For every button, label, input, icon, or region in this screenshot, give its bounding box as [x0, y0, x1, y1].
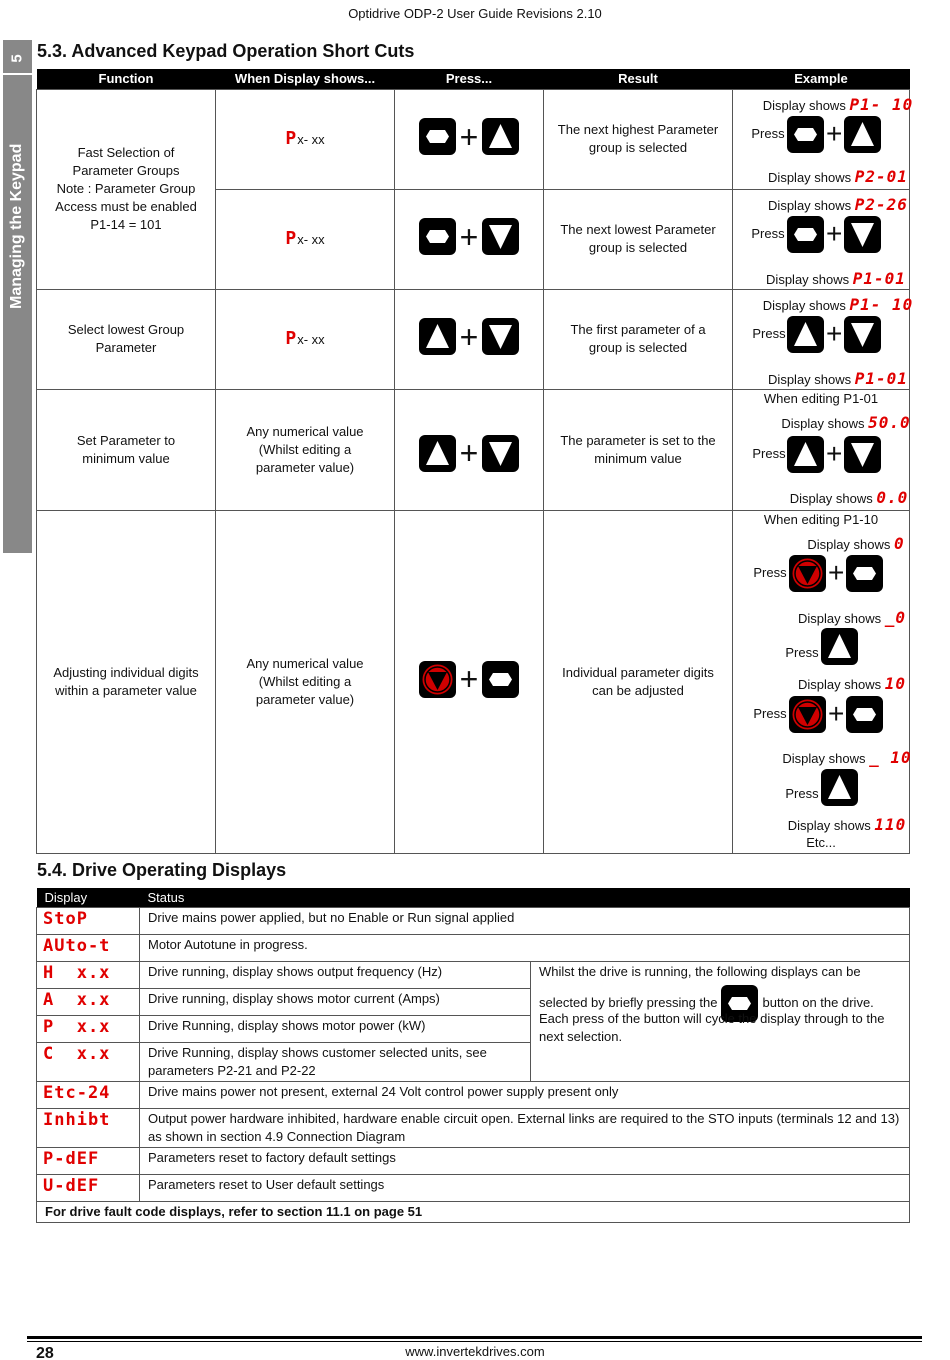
- footer-url: www.invertekdrives.com: [405, 1344, 545, 1359]
- table-row: [37, 89, 910, 189]
- chapter-number: 5: [3, 43, 32, 75]
- function-cell: Fast Selection of Parameter Groups Note : Parameter Group Access must be enabled P1-14 = 101: [37, 89, 216, 289]
- example-cell: Display shows P2-26 Press + Display shows P1-01: [733, 189, 910, 289]
- navigate-key-icon: [419, 218, 456, 255]
- display-cell: Px- xx: [216, 189, 395, 289]
- down-key-icon: [482, 318, 519, 355]
- table-row: Etc-24 Drive mains power not present, external 24 Volt control power supply present only: [37, 1081, 910, 1108]
- press-cell: +: [395, 89, 544, 189]
- up-key-icon: [844, 116, 881, 153]
- navigate-key-icon: [787, 116, 824, 153]
- table-row: [37, 289, 910, 389]
- navigate-key-icon: [846, 555, 883, 592]
- down-key-icon: [844, 436, 881, 473]
- section-title-displays: 5.4. Drive Operating Displays: [37, 860, 287, 880]
- up-key-icon: [419, 318, 456, 355]
- table-row: P-dEF Parameters reset to factory default settings: [37, 1147, 910, 1174]
- footer-rule: [27, 1336, 922, 1339]
- up-key-icon: [821, 628, 858, 665]
- function-cell: Adjusting individual digits within a parameter value: [37, 510, 216, 853]
- press-cell: +: [395, 389, 544, 510]
- stop-key-icon: [789, 555, 826, 592]
- result-cell: Individual parameter digits can be adjusted: [544, 510, 733, 853]
- stop-key-icon: [419, 661, 456, 698]
- table-row: AUto-t Motor Autotune in progress.: [37, 934, 910, 961]
- down-key-icon: [844, 216, 881, 253]
- down-key-icon: [844, 316, 881, 353]
- page-number: 28: [36, 1345, 54, 1360]
- press-cell: +: [395, 510, 544, 853]
- column-header: Status: [140, 888, 910, 907]
- navigate-key-icon: [482, 661, 519, 698]
- table-header-row: [37, 888, 910, 907]
- result-cell: The next lowest Parameter group is selected: [544, 189, 733, 289]
- example-cell: When editing P1-01 Display shows 50.0 Press + Display shows 0.0: [733, 389, 910, 510]
- example-cell: Display shows P1- 10 Press + Display shows P1-01: [733, 289, 910, 389]
- table-row: H x.x Drive running, display shows output frequency (Hz) Whilst the drive is running, the following displays can be selected by briefly pressing the button on the drive. Each press of the button will cycle the display through to the next selection.: [37, 961, 910, 988]
- column-header: Display: [37, 888, 140, 907]
- chapter-label: Managing the Keypad: [8, 143, 25, 309]
- chapter-tab: [3, 40, 32, 553]
- up-key-icon: [482, 118, 519, 155]
- up-key-icon: [787, 436, 824, 473]
- function-cell: Select lowest Group Parameter: [37, 289, 216, 389]
- function-cell: Set Parameter to minimum value: [37, 389, 216, 510]
- display-cell: Px- xx: [216, 289, 395, 389]
- display-cell: Any numerical value (Whilst editing a parameter value): [216, 510, 395, 853]
- table-row: P x.x Drive Running, display shows motor power (kW): [37, 1015, 910, 1042]
- column-header: Result: [544, 69, 733, 89]
- navigate-key-icon: [419, 118, 456, 155]
- navigate-key-icon: [846, 696, 883, 733]
- table-row: [37, 389, 910, 510]
- table-row: [37, 510, 910, 853]
- column-header: Function: [37, 69, 216, 89]
- section-title-shortcuts: 5.3. Advanced Keypad Operation Short Cuts: [37, 41, 415, 61]
- footer-rule: [27, 1341, 922, 1342]
- table-header-row: [37, 69, 910, 89]
- table-row: U-dEF Parameters reset to User default settings: [37, 1174, 910, 1201]
- up-key-icon: [821, 769, 858, 806]
- display-cell: Px- xx: [216, 89, 395, 189]
- up-key-icon: [787, 316, 824, 353]
- stop-key-icon: [789, 696, 826, 733]
- down-key-icon: [482, 435, 519, 472]
- table-row: A x.x Drive running, display shows motor current (Amps): [37, 988, 910, 1015]
- press-cell: +: [395, 189, 544, 289]
- column-header: Press...: [395, 69, 544, 89]
- up-key-icon: [419, 435, 456, 472]
- display-cell: Any numerical value (Whilst editing a parameter value): [216, 389, 395, 510]
- page-header: Optidrive ODP-2 User Guide Revisions 2.10: [348, 6, 602, 21]
- shortcuts-table: [36, 69, 914, 854]
- press-cell: +: [395, 289, 544, 389]
- table-row: [37, 1201, 910, 1222]
- running-displays-note: Whilst the drive is running, the following displays can be selected by briefly pressing the button on the drive. Each press of the button will cycle the display through to the next selection.: [531, 961, 910, 1081]
- table-row: StoP Drive mains power applied, but no Enable or Run signal applied: [37, 907, 910, 934]
- operating-displays-table: [36, 888, 910, 1223]
- navigate-key-icon: [787, 216, 824, 253]
- column-header: When Display shows...: [216, 69, 395, 89]
- result-cell: The parameter is set to the minimum value: [544, 389, 733, 510]
- table-row: C x.x Drive Running, display shows customer selected units, see parameters P2-21 and P2-22: [37, 1042, 910, 1081]
- column-header: Example: [733, 69, 910, 89]
- result-cell: The first parameter of a group is selected: [544, 289, 733, 389]
- fault-code-footnote: For drive fault code displays, refer to section 11.1 on page 51: [37, 1201, 910, 1222]
- table-row: Inhibt Output power hardware inhibited, hardware enable circuit open. External links are required to the STO inputs (terminals 12 and 13) as shown in section 4.9 Connection Diagram: [37, 1108, 910, 1147]
- example-cell: Display shows P1- 10 Press + Display shows P2-01: [733, 89, 910, 189]
- example-cell: When editing P1-10 Display shows 0 Press + Display shows _0 Press Display shows 10 Press + Display shows _ 10 Press Display shows 110 Etc...: [733, 510, 910, 853]
- down-key-icon: [482, 218, 519, 255]
- result-cell: The next highest Parameter group is selected: [544, 89, 733, 189]
